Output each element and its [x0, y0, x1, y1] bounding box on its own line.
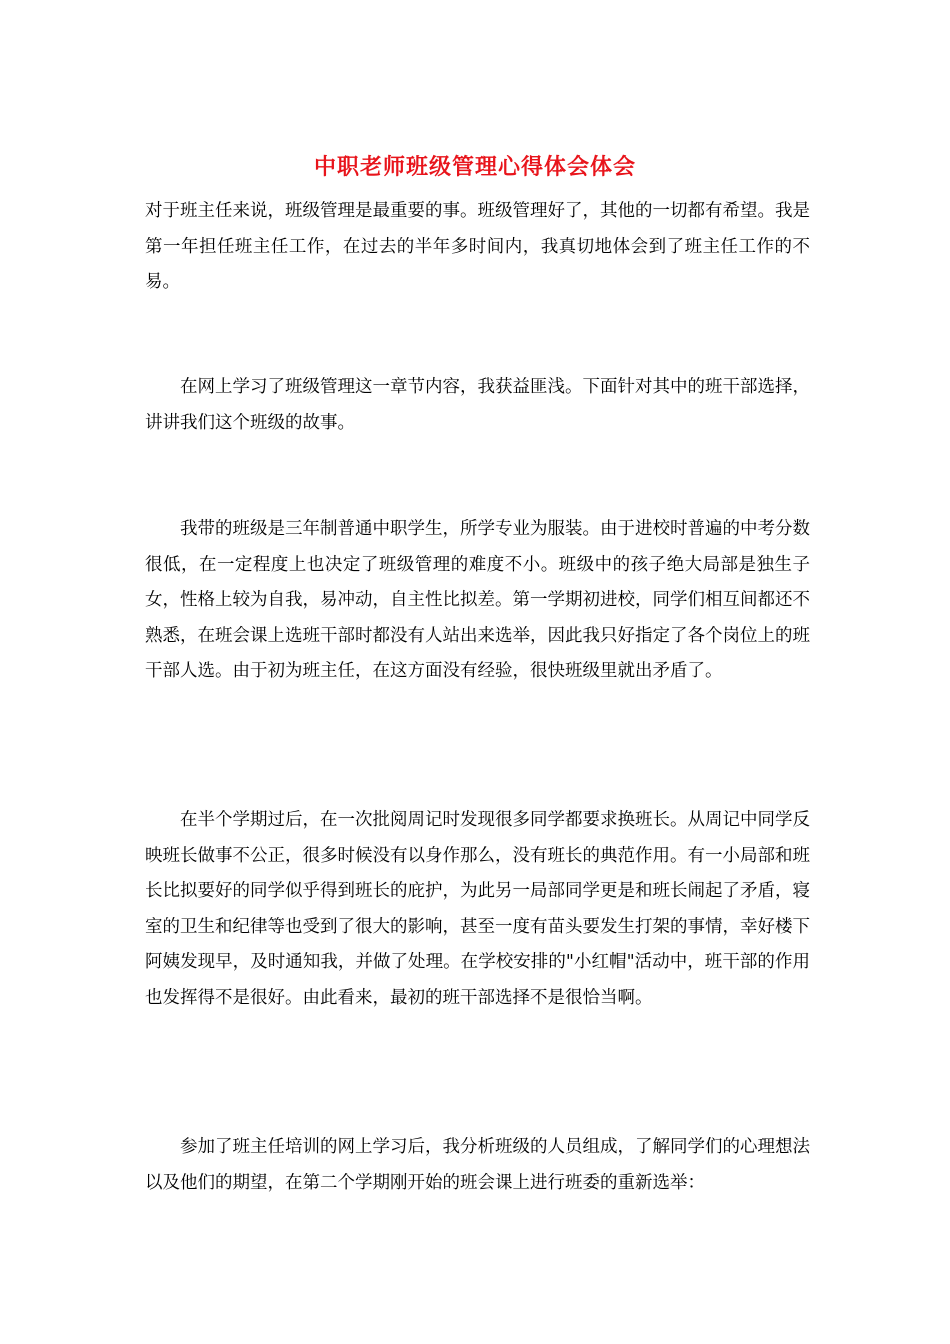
paragraph-class-monitor-issue: 在半个学期过后，在一次批阅周记时发现很多同学都要求换班长。从周记中同学反映班长做事不公正，很多时候没有以身作那么，没有班长的典范作用。有一小局部和班长比拟要好的同学似乎得到班长的庇护，为此另一局部同学更是和班长闹起了矛盾，寝室的卫生和纪律等也受到了很大的影响，甚至一度有苗头要发生打架的事情，幸好楼下阿姨发现早，及时通知我，并做了处理。在学校安排的"小红帽"活动中，班干部的作用也发挥得不是很好。由此看来，最初的班干部选择不是很恰当啊。	[145, 810, 810, 1008]
paragraph-re-election: 参加了班主任培训的网上学习后，我分析班级的人员组成，了解同学们的心理想法以及他们的期望，在第二个学期刚开始的班会课上进行班委的重新选举：	[145, 1137, 810, 1193]
paragraph-class-background: 我带的班级是三年制普通中职学生，所学专业为服装。由于进校时普遍的中考分数很低，在一定程度上也决定了班级管理的难度不小。班级中的孩子绝大局部是独生子女，性格上较为自我，易冲动，自主性比拟差。第一学期初进校，同学们相互间都还不熟悉，在班会课上选班干部时都没有人站出来选举，因此我只好指定了各个岗位上的班干部人选。由于初为班主任，在这方面没有经验，很快班级里就出矛盾了。	[145, 519, 810, 681]
paragraph-intro: 对于班主任来说，班级管理是最重要的事。班级管理好了，其他的一切都有希望。我是第一年担任班主任工作，在过去的半年多时间内，我真切地体会到了班主任工作的不易。	[145, 201, 810, 292]
paragraph-online-learning: 在网上学习了班级管理这一章节内容，我获益匪浅。下面针对其中的班干部选择，讲讲我们这个班级的故事。	[145, 377, 810, 433]
document-title: 中职老师班级管理心得体会体会	[313, 154, 636, 180]
